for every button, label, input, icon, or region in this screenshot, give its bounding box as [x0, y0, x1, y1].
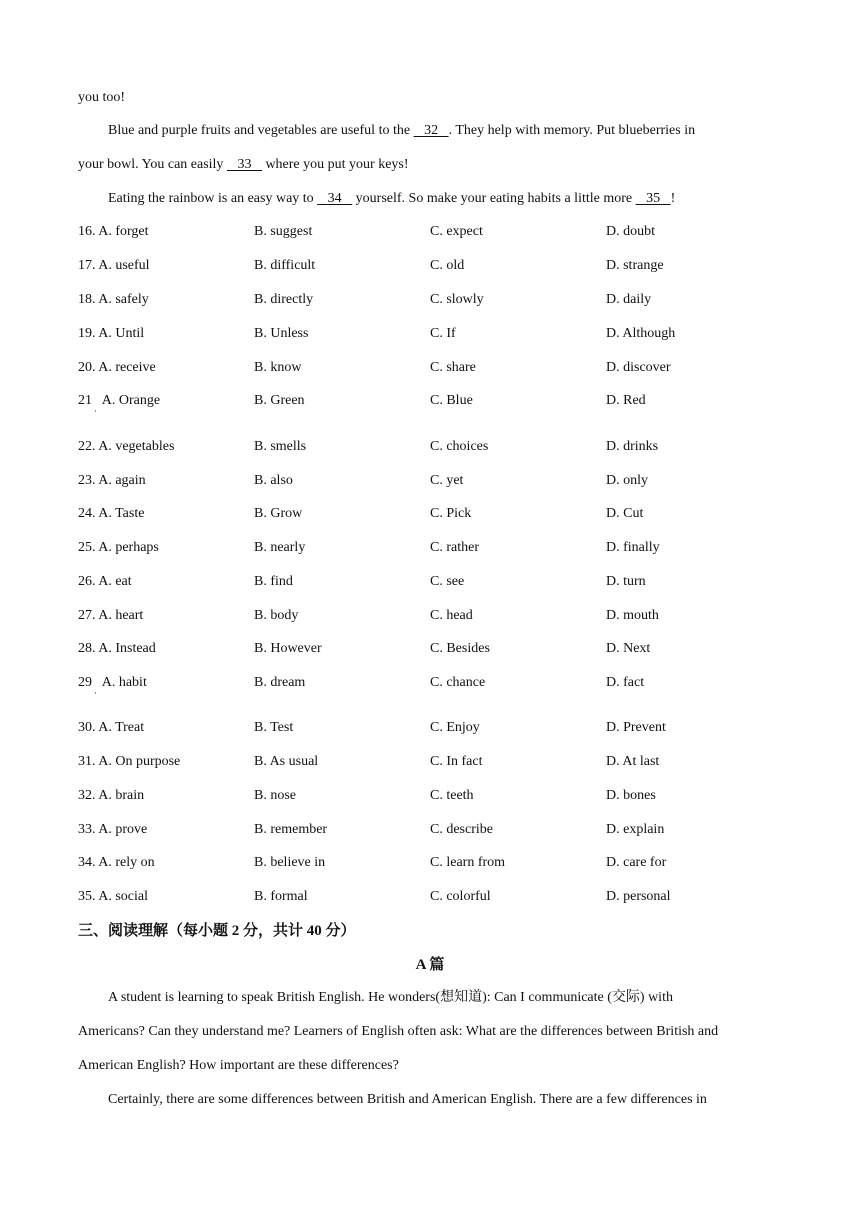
- passage-heading: A 篇: [415, 957, 445, 973]
- question-row-31: 31. A. On purpose B. As usual C. In fact D. At last: [78, 754, 660, 769]
- question-row-26: 26. A. eat B. find C. see D. turn: [78, 574, 646, 589]
- stray-dot-mark: ·: [94, 406, 97, 416]
- passage-line: Americans? Can they understand me? Learners of English often ask: What are the differences between British and: [78, 1024, 719, 1039]
- blank-33: 33: [237, 157, 252, 172]
- question-row-24: 24. A. Taste B. Grow C. Pick D. Cut: [78, 506, 644, 521]
- question-row-22: 22. A. vegetables B. smells C. choices D. drinks: [78, 439, 659, 454]
- passage-paragraph: Blue and purple fruits and vegetables are useful to the 32 . They help with memory. Put blueberries in: [108, 123, 696, 138]
- question-row-17: 17. A. useful B. difficult C. old D. strange: [78, 258, 664, 273]
- question-row-34: 34. A. rely on B. believe in C. learn from D. care for: [78, 855, 667, 870]
- question-row-16: 16. A. forget B. suggest C. expect D. doubt: [78, 224, 655, 239]
- question-row-21: 21 A. Orange B. Green C. Blue D. Red ·: [78, 393, 646, 416]
- passage-line: your bowl. You can easily 33 where you put your keys!: [78, 157, 409, 172]
- passage-line: A student is learning to speak British English. He wonders(想知道): Can I communicate (交际) with: [108, 990, 673, 1005]
- blank-34: 34: [327, 191, 342, 206]
- question-row-28: 28. A. Instead B. However C. Besides D. Next: [78, 641, 651, 656]
- question-row-25: 25. A. perhaps B. nearly C. rather D. finally: [78, 540, 660, 555]
- question-row-32: 32. A. brain B. nose C. teeth D. bones: [78, 788, 656, 803]
- passage-line: American English? How important are these differences?: [78, 1058, 399, 1073]
- blank-32: 32: [424, 123, 439, 138]
- passage-line: you too!: [78, 90, 126, 105]
- stray-dot-mark: ·: [94, 688, 97, 698]
- question-row-30: 30. A. Treat B. Test C. Enjoy D. Prevent: [78, 720, 666, 735]
- passage-line: Certainly, there are some differences between British and American English. There are a few differences in: [108, 1092, 707, 1107]
- question-row-29: 29 A. habit B. dream C. chance D. fact ·: [78, 675, 645, 698]
- question-row-27: 27. A. heart B. body C. head D. mouth: [78, 608, 659, 623]
- question-row-23: 23. A. again B. also C. yet D. only: [78, 473, 648, 488]
- question-row-18: 18. A. safely B. directly C. slowly D. daily: [78, 292, 652, 307]
- passage-paragraph: Eating the rainbow is an easy way to 34 yourself. So make your eating habits a little more 35 !: [108, 191, 676, 206]
- question-row-19: 19. A. Until B. Unless C. If D. Although: [78, 326, 676, 341]
- question-row-33: 33. A. prove B. remember C. describe D. explain: [78, 822, 665, 837]
- section-title: 三、阅读理解（每小题 2 分，共计 40 分）: [78, 923, 356, 939]
- question-row-20: 20. A. receive B. know C. share D. discover: [78, 360, 671, 375]
- question-row-35: 35. A. social B. formal C. colorful D. personal: [78, 889, 671, 904]
- blank-35: 35: [646, 191, 661, 206]
